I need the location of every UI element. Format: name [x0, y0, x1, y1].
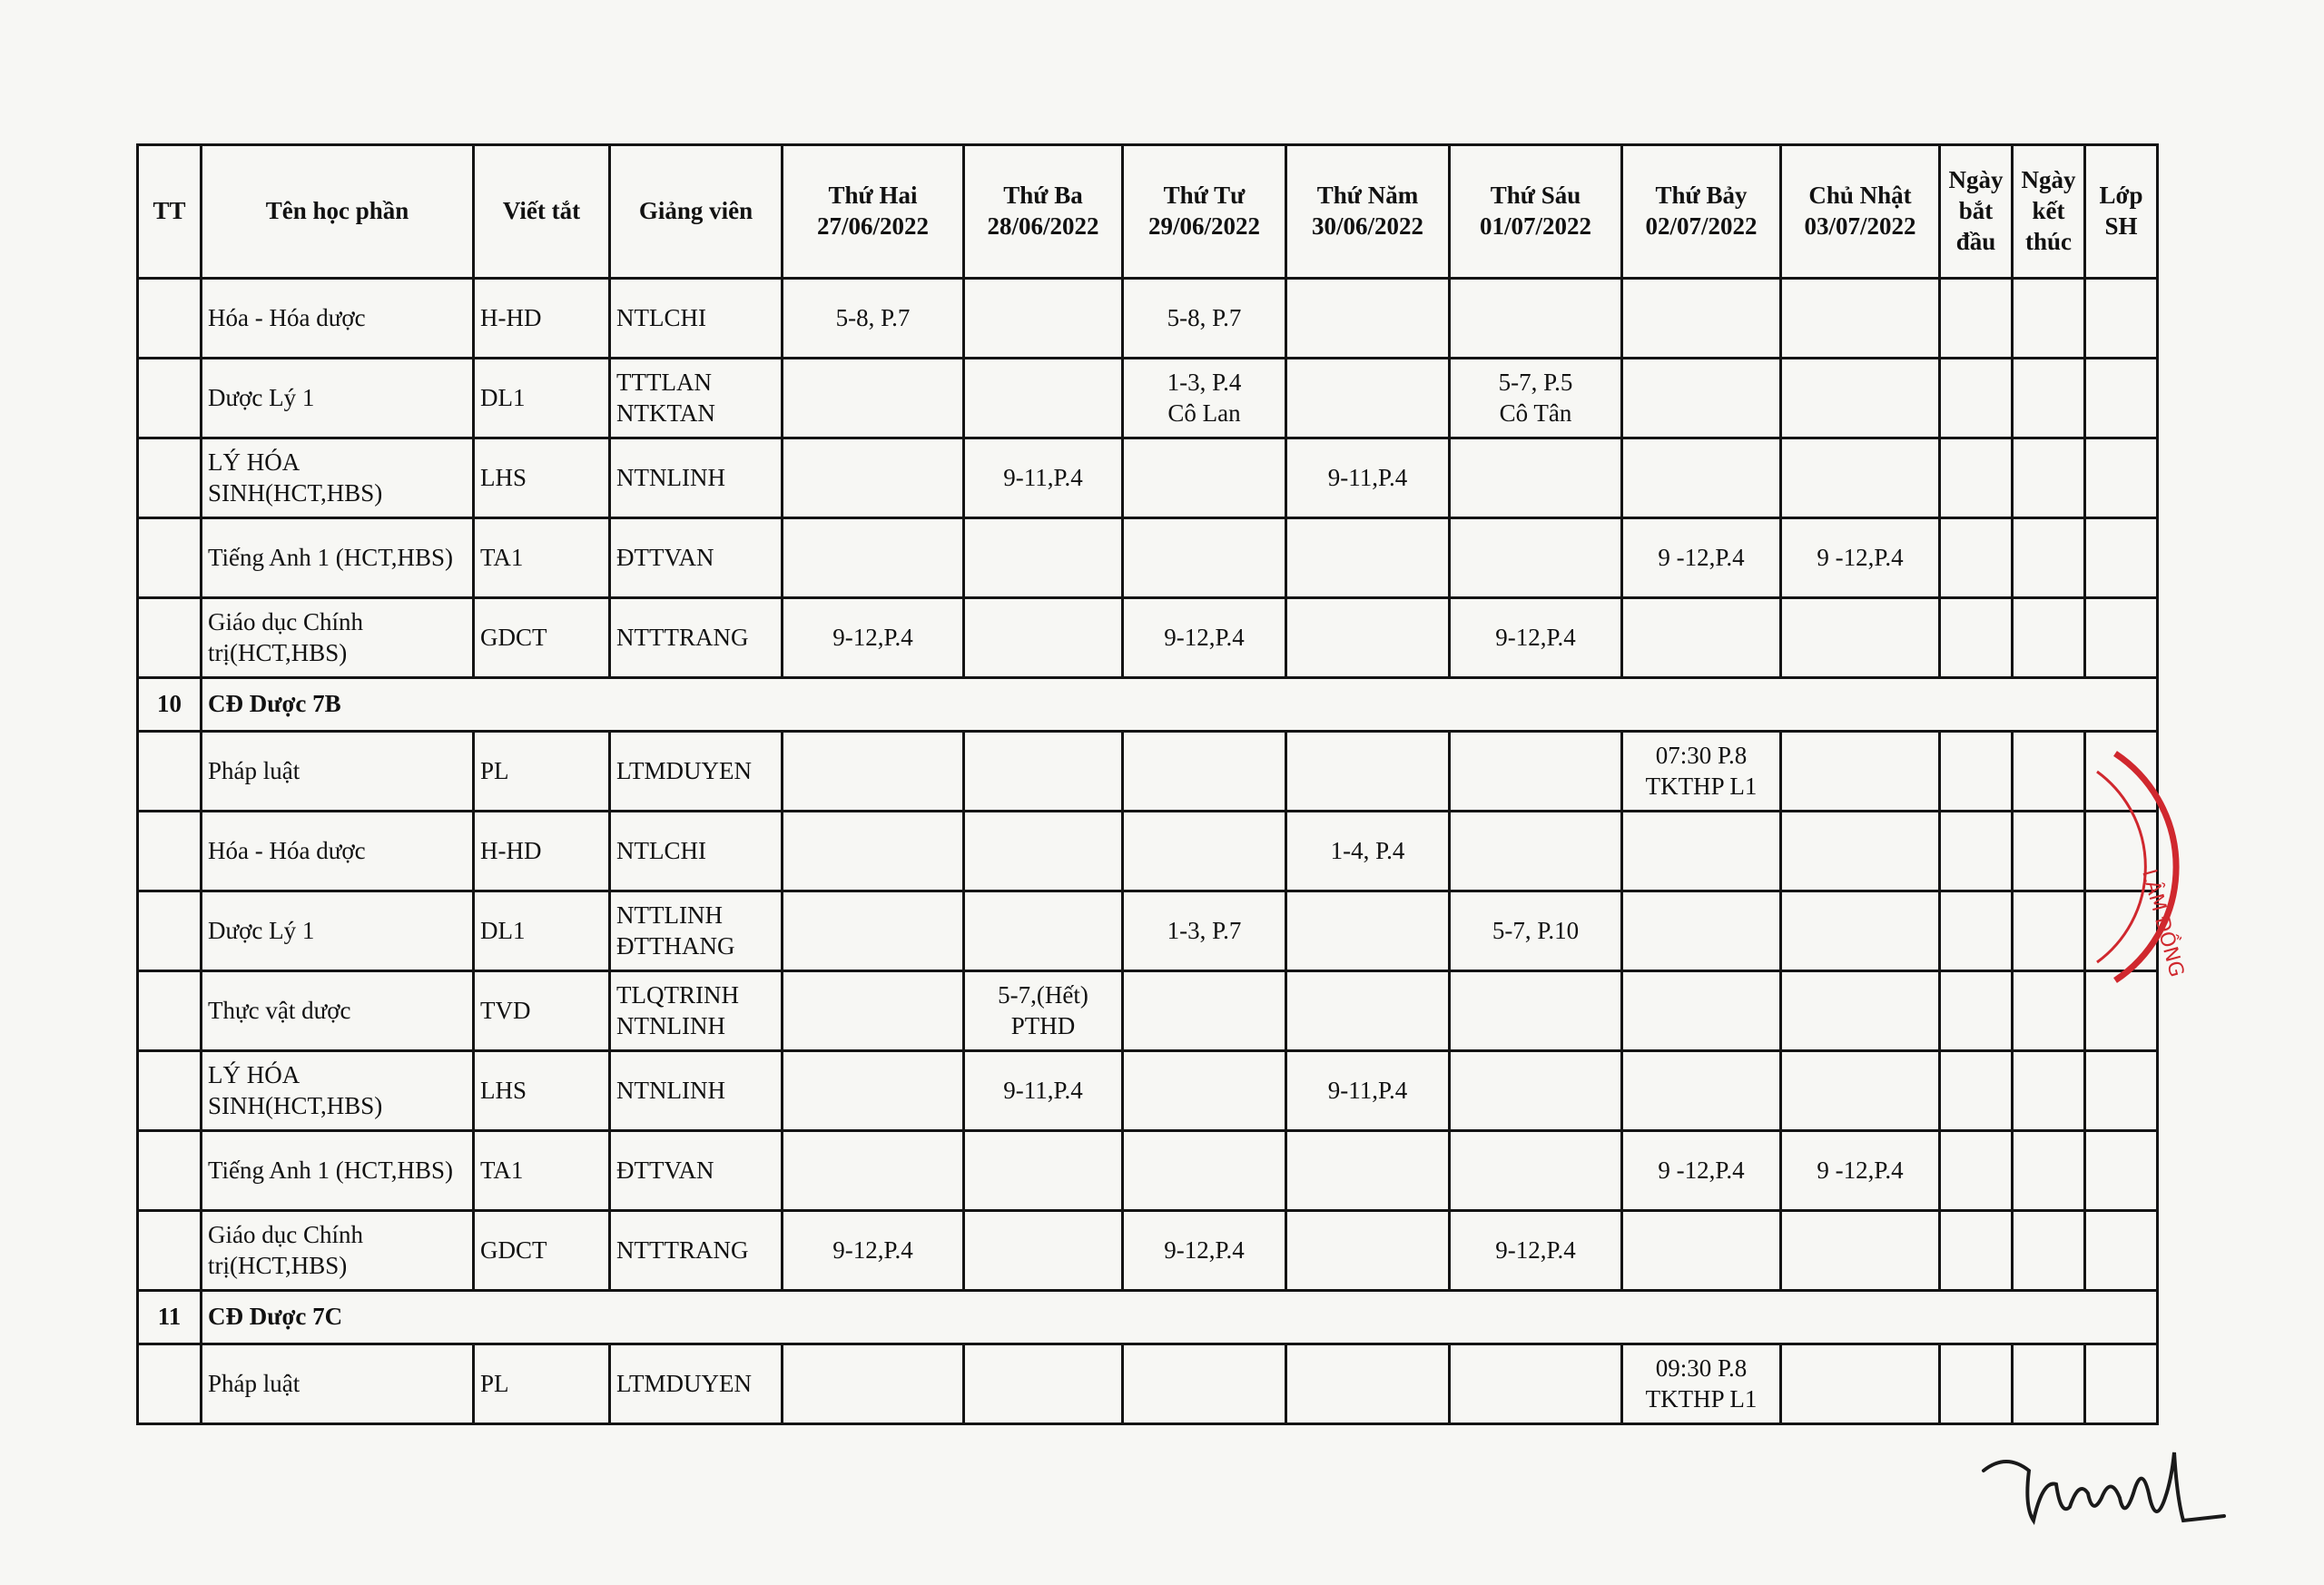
session-sun	[1781, 1344, 1940, 1424]
session-mon	[783, 971, 964, 1051]
session-fri	[1450, 1131, 1622, 1211]
session-mon	[783, 1344, 964, 1424]
session-sat	[1622, 598, 1781, 678]
course-abbr: GDCT	[474, 598, 610, 678]
session-wed: 9-12,P.4	[1123, 1211, 1286, 1291]
session-tue	[964, 518, 1123, 598]
session-fri	[1450, 812, 1622, 891]
class-cell	[2085, 1051, 2158, 1131]
course-abbr: TVD	[474, 971, 610, 1051]
course-abbr: DL1	[474, 359, 610, 438]
session-thu	[1286, 1344, 1450, 1424]
course-name: Pháp luật	[202, 732, 474, 812]
group-name: CĐ Dược 7B	[202, 678, 2158, 732]
session-thu: 1-4, P.4	[1286, 812, 1450, 891]
teacher: ĐTTVAN	[610, 518, 783, 598]
header-day-fri: Thứ Sáu 01/07/2022	[1450, 145, 1622, 279]
course-row	[138, 518, 2158, 598]
course-row	[138, 1211, 2158, 1291]
session-fri	[1450, 732, 1622, 812]
session-mon	[783, 891, 964, 971]
session-fri: 5-7, P.10	[1450, 891, 1622, 971]
session-sun	[1781, 971, 1940, 1051]
session-sat	[1622, 279, 1781, 359]
teacher: NTNLINH	[610, 1051, 783, 1131]
session-sat	[1622, 971, 1781, 1051]
end-date-cell	[2013, 891, 2085, 971]
session-sat	[1622, 812, 1781, 891]
course-row	[138, 812, 2158, 891]
session-wed: 1-3, P.4 Cô Lan	[1123, 359, 1286, 438]
class-group-row	[138, 678, 2158, 732]
end-date-cell	[2013, 438, 2085, 518]
session-thu	[1286, 359, 1450, 438]
course-row	[138, 732, 2158, 812]
teacher: NTTTRANG	[610, 1211, 783, 1291]
course-name: Hóa - Hóa dược	[202, 812, 474, 891]
course-name: Tiếng Anh 1 (HCT,HBS)	[202, 518, 474, 598]
teacher: LTMDUYEN	[610, 732, 783, 812]
tt-cell	[138, 1131, 202, 1211]
start-date-cell	[1940, 812, 2013, 891]
header-row	[138, 145, 2158, 279]
class-group-row	[138, 1291, 2158, 1344]
course-name: Giáo dục Chính trị(HCT,HBS)	[202, 598, 474, 678]
course-name: LÝ HÓA SINH(HCT,HBS)	[202, 1051, 474, 1131]
group-name: CĐ Dược 7C	[202, 1291, 2158, 1344]
course-row	[138, 1344, 2158, 1424]
session-thu	[1286, 891, 1450, 971]
session-sun	[1781, 598, 1940, 678]
class-cell	[2085, 1211, 2158, 1291]
tt-cell	[138, 279, 202, 359]
course-abbr: TA1	[474, 1131, 610, 1211]
teacher: NTTLINH ĐTTHANG	[610, 891, 783, 971]
header-day-mon: Thứ Hai 27/06/2022	[783, 145, 964, 279]
session-tue	[964, 359, 1123, 438]
session-tue	[964, 812, 1123, 891]
header-tt: TT	[138, 145, 202, 279]
course-name: LÝ HÓA SINH(HCT,HBS)	[202, 438, 474, 518]
start-date-cell	[1940, 518, 2013, 598]
group-number: 10	[138, 678, 202, 732]
schedule-body	[138, 279, 2158, 1424]
session-sat: 9 -12,P.4	[1622, 518, 1781, 598]
session-mon	[783, 732, 964, 812]
session-thu	[1286, 518, 1450, 598]
course-name: Thực vật dược	[202, 971, 474, 1051]
session-mon	[783, 359, 964, 438]
tt-cell	[138, 438, 202, 518]
end-date-cell	[2013, 598, 2085, 678]
end-date-cell	[2013, 812, 2085, 891]
start-date-cell	[1940, 598, 2013, 678]
end-date-cell	[2013, 1131, 2085, 1211]
session-thu	[1286, 279, 1450, 359]
teacher: NTNLINH	[610, 438, 783, 518]
svg-text:LÂM ĐỒNG: LÂM ĐỒNG	[2137, 867, 2188, 980]
start-date-cell	[1940, 279, 2013, 359]
session-tue	[964, 1211, 1123, 1291]
header-abbr: Viết tắt	[474, 145, 610, 279]
end-date-cell	[2013, 1344, 2085, 1424]
end-date-cell	[2013, 1051, 2085, 1131]
end-date-cell	[2013, 359, 2085, 438]
course-row	[138, 438, 2158, 518]
course-name: Dược Lý 1	[202, 891, 474, 971]
course-abbr: DL1	[474, 891, 610, 971]
session-sun	[1781, 438, 1940, 518]
session-tue	[964, 1344, 1123, 1424]
session-wed	[1123, 518, 1286, 598]
session-tue: 9-11,P.4	[964, 1051, 1123, 1131]
session-fri	[1450, 1051, 1622, 1131]
session-wed	[1123, 1051, 1286, 1131]
session-wed	[1123, 971, 1286, 1051]
session-mon	[783, 812, 964, 891]
session-sun	[1781, 891, 1940, 971]
course-row	[138, 1131, 2158, 1211]
session-mon	[783, 518, 964, 598]
official-seal	[2079, 735, 2224, 999]
teacher: ĐTTVAN	[610, 1131, 783, 1211]
session-thu	[1286, 598, 1450, 678]
course-abbr: PL	[474, 732, 610, 812]
start-date-cell	[1940, 1344, 2013, 1424]
session-sun: 9 -12,P.4	[1781, 518, 1940, 598]
header-course: Tên học phần	[202, 145, 474, 279]
teacher: NTLCHI	[610, 812, 783, 891]
session-fri: 9-12,P.4	[1450, 598, 1622, 678]
end-date-cell	[2013, 518, 2085, 598]
session-wed: 1-3, P.7	[1123, 891, 1286, 971]
session-tue: 5-7,(Hết) PTHD	[964, 971, 1123, 1051]
end-date-cell	[2013, 1211, 2085, 1291]
end-date-cell	[2013, 279, 2085, 359]
session-sat	[1622, 891, 1781, 971]
session-tue: 9-11,P.4	[964, 438, 1123, 518]
teacher: NTLCHI	[610, 279, 783, 359]
start-date-cell	[1940, 438, 2013, 518]
course-name: Tiếng Anh 1 (HCT,HBS)	[202, 1131, 474, 1211]
tt-cell	[138, 1344, 202, 1424]
class-cell	[2085, 518, 2158, 598]
session-thu	[1286, 971, 1450, 1051]
tt-cell	[138, 359, 202, 438]
header-day-wed: Thứ Tư 29/06/2022	[1123, 145, 1286, 279]
header-day-sun: Chủ Nhật 03/07/2022	[1781, 145, 1940, 279]
class-cell	[2085, 598, 2158, 678]
session-sun	[1781, 812, 1940, 891]
session-tue	[964, 598, 1123, 678]
session-fri: 9-12,P.4	[1450, 1211, 1622, 1291]
class-cell	[2085, 1344, 2158, 1424]
session-fri	[1450, 971, 1622, 1051]
course-row	[138, 279, 2158, 359]
start-date-cell	[1940, 732, 2013, 812]
end-date-cell	[2013, 732, 2085, 812]
course-abbr: LHS	[474, 1051, 610, 1131]
course-row	[138, 359, 2158, 438]
session-wed	[1123, 732, 1286, 812]
start-date-cell	[1940, 1131, 2013, 1211]
session-sun	[1781, 359, 1940, 438]
session-fri: 5-7, P.5 Cô Tân	[1450, 359, 1622, 438]
session-tue	[964, 279, 1123, 359]
session-sat	[1622, 359, 1781, 438]
session-mon	[783, 438, 964, 518]
session-sat: 07:30 P.8 TKTHP L1	[1622, 732, 1781, 812]
session-sat	[1622, 438, 1781, 518]
header-start-date: Ngày bắt đầu	[1940, 145, 2013, 279]
schedule-table	[136, 143, 2159, 1425]
start-date-cell	[1940, 971, 2013, 1051]
course-abbr: GDCT	[474, 1211, 610, 1291]
group-number: 11	[138, 1291, 202, 1344]
start-date-cell	[1940, 1211, 2013, 1291]
course-name: Giáo dục Chính trị(HCT,HBS)	[202, 1211, 474, 1291]
course-name: Pháp luật	[202, 1344, 474, 1424]
session-sun	[1781, 1051, 1940, 1131]
session-wed	[1123, 812, 1286, 891]
tt-cell	[138, 732, 202, 812]
course-abbr: TA1	[474, 518, 610, 598]
session-tue	[964, 732, 1123, 812]
course-abbr: H-HD	[474, 279, 610, 359]
course-abbr: PL	[474, 1344, 610, 1424]
tt-cell	[138, 812, 202, 891]
header-day-tue: Thứ Ba 28/06/2022	[964, 145, 1123, 279]
teacher: NTTTRANG	[610, 598, 783, 678]
session-sat	[1622, 1051, 1781, 1131]
session-thu: 9-11,P.4	[1286, 438, 1450, 518]
session-wed: 5-8, P.7	[1123, 279, 1286, 359]
class-cell	[2085, 438, 2158, 518]
session-thu	[1286, 1211, 1450, 1291]
signature	[1979, 1443, 2233, 1543]
course-name: Dược Lý 1	[202, 359, 474, 438]
session-wed	[1123, 1131, 1286, 1211]
start-date-cell	[1940, 1051, 2013, 1131]
class-cell	[2085, 359, 2158, 438]
course-row	[138, 1051, 2158, 1131]
course-name: Hóa - Hóa dược	[202, 279, 474, 359]
session-sun: 9 -12,P.4	[1781, 1131, 1940, 1211]
session-sat: 9 -12,P.4	[1622, 1131, 1781, 1211]
tt-cell	[138, 598, 202, 678]
session-thu	[1286, 1131, 1450, 1211]
session-fri	[1450, 1344, 1622, 1424]
tt-cell	[138, 1211, 202, 1291]
tt-cell	[138, 891, 202, 971]
start-date-cell	[1940, 891, 2013, 971]
end-date-cell	[2013, 971, 2085, 1051]
course-row	[138, 891, 2158, 971]
session-tue	[964, 1131, 1123, 1211]
session-mon	[783, 1051, 964, 1131]
teacher: TTTLAN NTKTAN	[610, 359, 783, 438]
session-thu	[1286, 732, 1450, 812]
session-wed: 9-12,P.4	[1123, 598, 1286, 678]
course-abbr: H-HD	[474, 812, 610, 891]
session-wed	[1123, 438, 1286, 518]
session-mon	[783, 1131, 964, 1211]
header-day-sat: Thứ Bảy 02/07/2022	[1622, 145, 1781, 279]
session-mon: 5-8, P.7	[783, 279, 964, 359]
session-mon: 9-12,P.4	[783, 1211, 964, 1291]
session-mon: 9-12,P.4	[783, 598, 964, 678]
session-fri	[1450, 279, 1622, 359]
session-tue	[964, 891, 1123, 971]
start-date-cell	[1940, 359, 2013, 438]
session-wed	[1123, 1344, 1286, 1424]
header-end-date: Ngày kết thúc	[2013, 145, 2085, 279]
course-row	[138, 598, 2158, 678]
header-teacher: Giảng viên	[610, 145, 783, 279]
session-fri	[1450, 518, 1622, 598]
class-cell	[2085, 1131, 2158, 1211]
session-sat	[1622, 1211, 1781, 1291]
tt-cell	[138, 971, 202, 1051]
class-cell	[2085, 279, 2158, 359]
course-row	[138, 971, 2158, 1051]
tt-cell	[138, 1051, 202, 1131]
session-thu: 9-11,P.4	[1286, 1051, 1450, 1131]
teacher: TLQTRINH NTNLINH	[610, 971, 783, 1051]
session-sat: 09:30 P.8 TKTHP L1	[1622, 1344, 1781, 1424]
session-sun	[1781, 732, 1940, 812]
session-fri	[1450, 438, 1622, 518]
tt-cell	[138, 518, 202, 598]
session-sun	[1781, 279, 1940, 359]
header-class: Lớp SH	[2085, 145, 2158, 279]
session-sun	[1781, 1211, 1940, 1291]
teacher: LTMDUYEN	[610, 1344, 783, 1424]
header-day-thu: Thứ Năm 30/06/2022	[1286, 145, 1450, 279]
course-abbr: LHS	[474, 438, 610, 518]
